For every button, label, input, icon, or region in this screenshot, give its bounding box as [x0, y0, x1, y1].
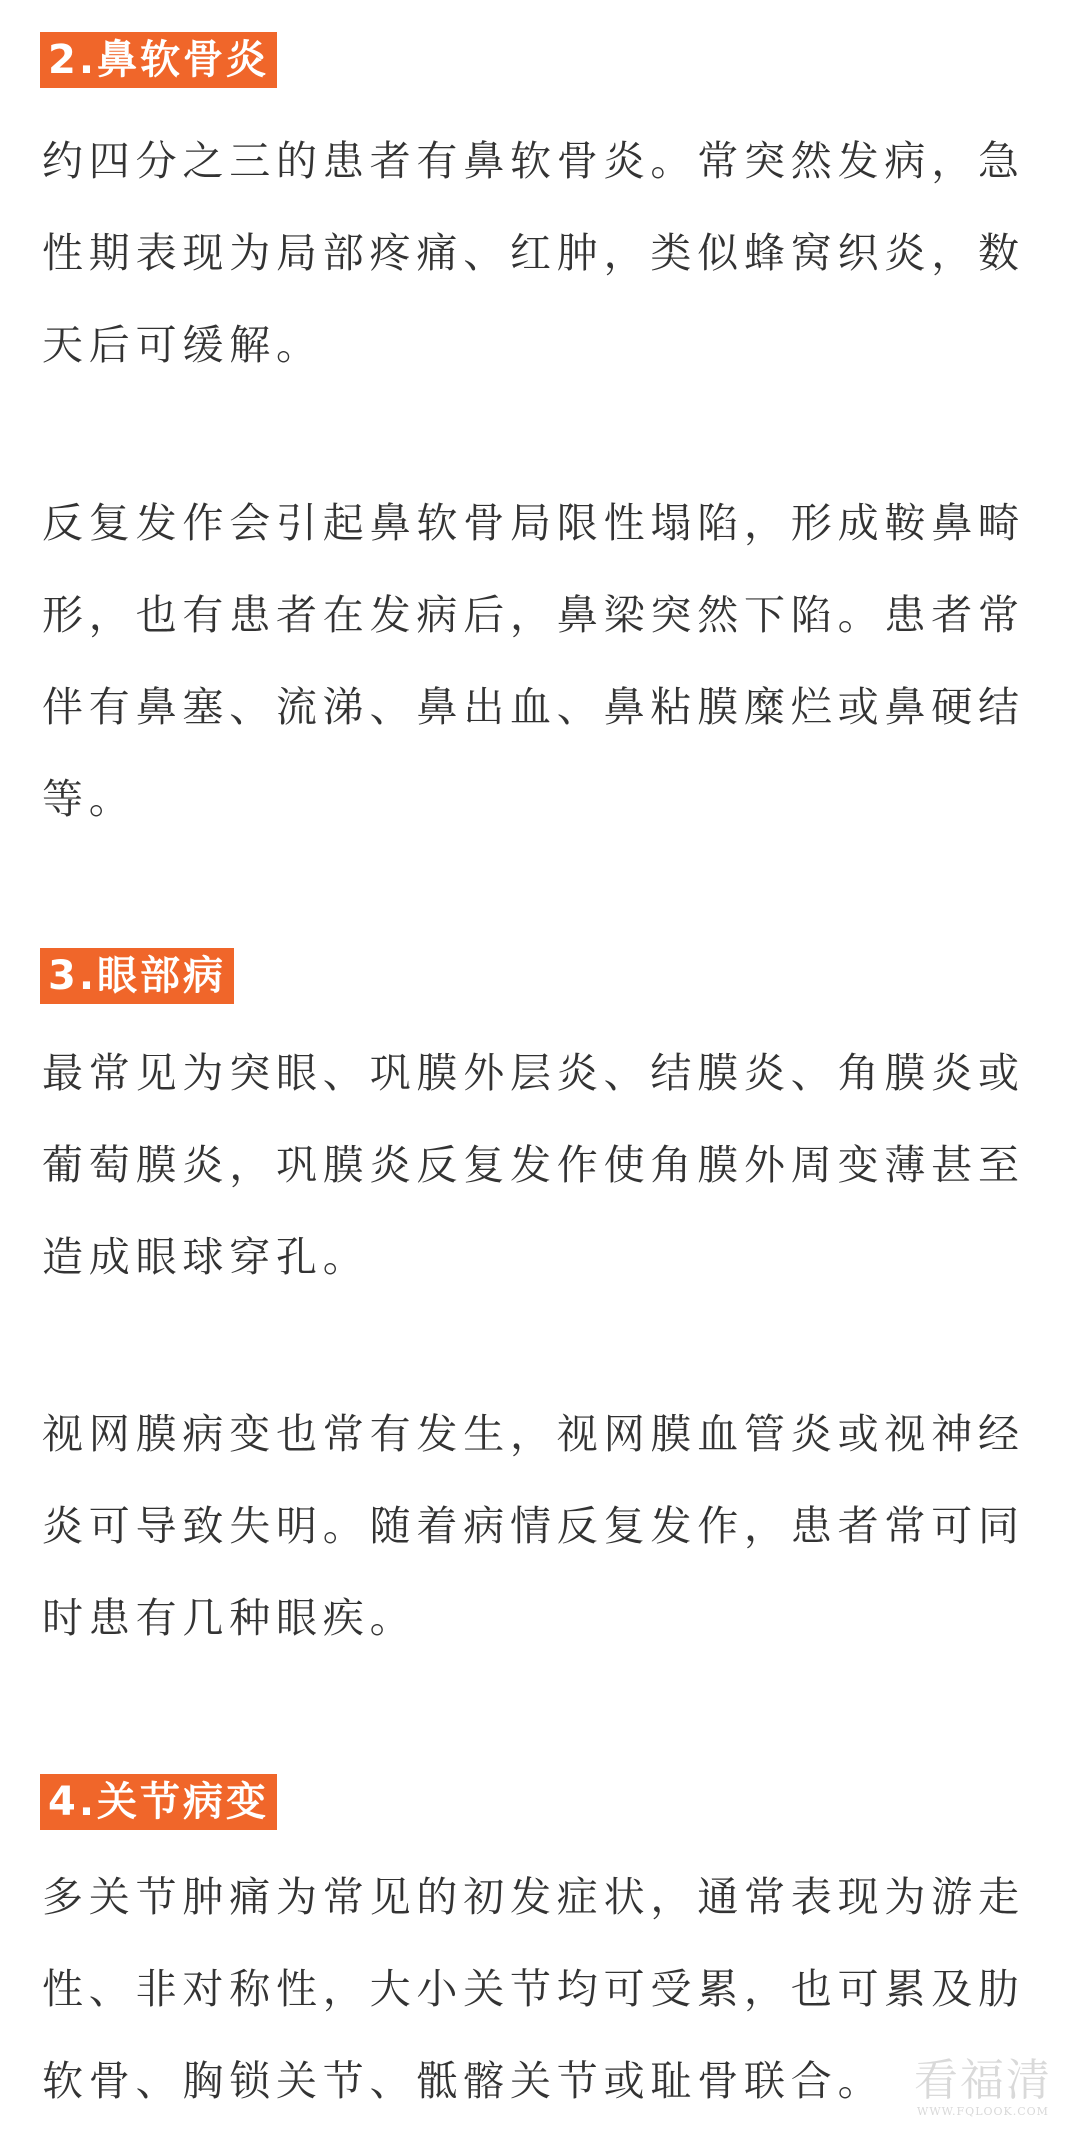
- paragraph-eye-2: 视网膜病变也常有发生，视网膜血管炎或视神经炎可导致失明。随着病情反复发作，患者常可同时患有几种眼疾。: [42, 1410, 1025, 1642]
- watermark-url: WWW.FQLOOK.COM: [917, 2105, 1049, 2118]
- paragraph-eye-1: 最常见为突眼、巩膜外层炎、结膜炎、角膜炎或葡萄膜炎，巩膜炎反复发作使角膜外周变薄甚至造成眼球穿孔。: [42, 1049, 1025, 1281]
- watermark-text: 看福清: [914, 2055, 1052, 2106]
- paragraph-nasal-1: 约四分之三的患者有鼻软骨炎。常突然发病，急性期表现为局部疼痛、红肿，类似蜂窝织炎，数天后可缓解。: [42, 137, 1025, 369]
- section-heading-joint-disease: 4.关节病变: [40, 1774, 277, 1830]
- section-heading-eye-disease: 3.眼部病: [40, 948, 234, 1004]
- paragraph-joint-1: 多关节肿痛为常见的初发症状，通常表现为游走性、非对称性，大小关节均可受累，也可累及肋软骨、胸锁关节、骶髂关节或耻骨联合。: [42, 1873, 1025, 2105]
- section-heading-nasal-chondritis: 2.鼻软骨炎: [40, 32, 277, 88]
- watermark-logo: [914, 2057, 1052, 2119]
- paragraph-nasal-2: 反复发作会引起鼻软骨局限性塌陷，形成鞍鼻畸形，也有患者在发病后，鼻梁突然下陷。患者常伴有鼻塞、流涕、鼻出血、鼻粘膜糜烂或鼻硬结等。: [42, 499, 1025, 823]
